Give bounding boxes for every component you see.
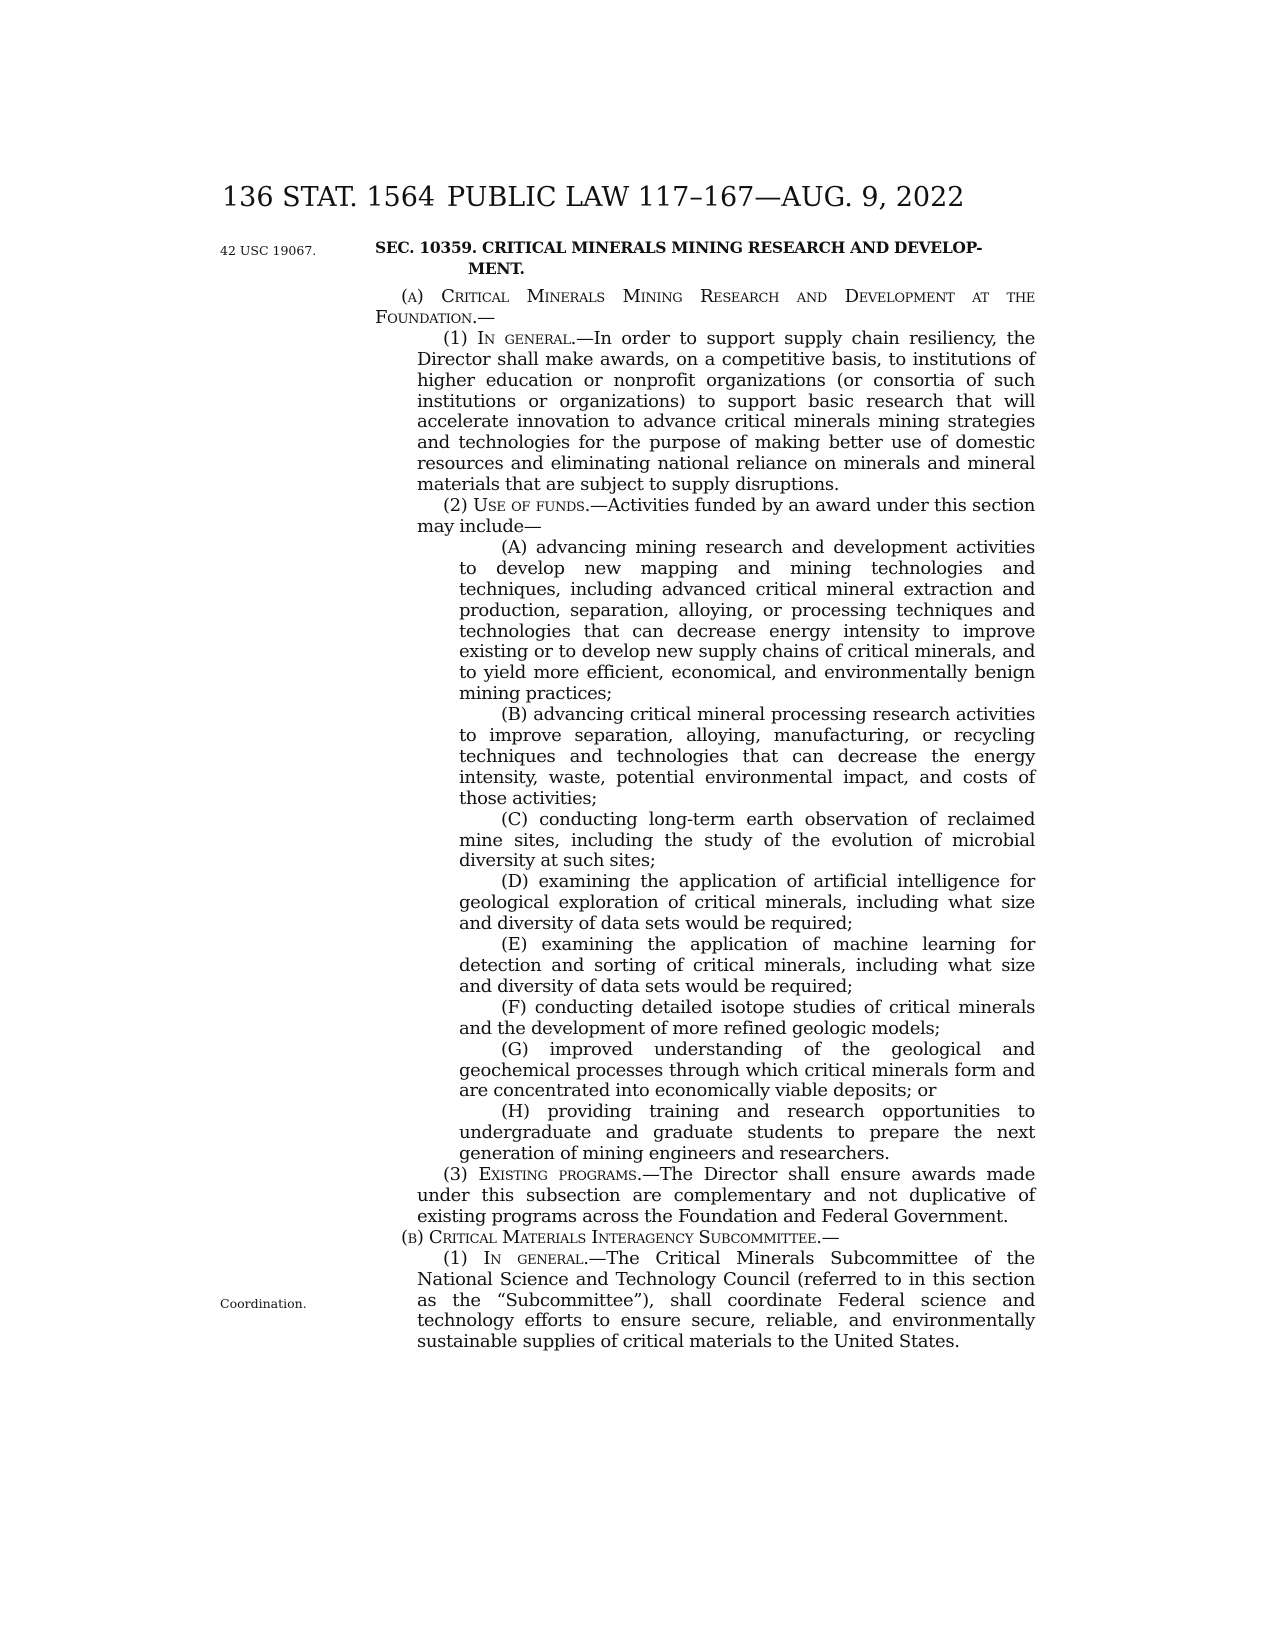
section-heading-line2: MENT. — [468, 259, 525, 278]
subsection-a-paragraph-3 — [417, 1165, 1035, 1228]
subsection-a-paragraph-1 — [417, 329, 1035, 496]
list-item-g: (G) improved understanding of the geological and geochemical processes through which critical minerals form and are concentrated into economically viable deposits; or — [459, 1038, 1035, 1102]
b-paragraph-1-caption: (1) In general.— — [443, 1247, 607, 1269]
subsection-b-caption: (b) Critical Materials Interagency Subcommittee.— — [401, 1226, 840, 1248]
b-paragraph-1-text: The Critical Minerals Subcommittee of the National Science and Technology Council (referred to in this section as the “Subcommittee”), shall coordinate Federal science and technology efforts to ensure secure, reliable, and environmentally sustainable supplies of critical materials to the United States. — [417, 1247, 1035, 1353]
paragraph-3-caption: (3) Existing programs.— — [443, 1164, 660, 1186]
section-heading — [375, 237, 1030, 279]
section-heading-line1: SEC. 10359. CRITICAL MINERALS MINING RESEARCH AND DEVELOP- — [375, 238, 983, 257]
list-item-h: (H) providing training and research opportunities to undergraduate and graduate students to prepare the next generation of mining engineers and researchers. — [459, 1101, 1035, 1165]
subsection-b-paragraph-1 — [417, 1249, 1035, 1354]
page-number: 136 STAT. 1564 — [222, 182, 436, 213]
section-body — [375, 287, 1035, 1353]
list-item-b: (B) advancing critical mineral processing research activities to improve separation, alloying, manufacturing, or recycling techniques and technologies that can decrease the energy intensity, waste, potential environmental impact, and costs of those activities; — [459, 704, 1035, 809]
subsection-a-caption: (a) Critical Minerals Mining Research and Development at the Foundation.— — [375, 286, 1035, 328]
list-item-a: (A) advancing mining research and development activities to develop new mapping and mining technologies and techniques, including advanced critical mineral extraction and production, separation, alloying, or processing techniques and technologies that can decrease energy intensity to improve existing or to develop new supply chains of critical minerals, and to yield more efficient, economical, and environmentally benign mining practices; — [459, 536, 1035, 705]
paragraph-1-caption: (1) In general.— — [443, 327, 594, 349]
paragraph-2-caption: (2) Use of funds.— — [443, 495, 608, 517]
list-item-c: (C) conducting long-term earth observation of reclaimed mine sites, including the study of the evolution of microbial diversity at such sites; — [459, 808, 1035, 872]
usc-citation-note: 42 USC 19067. — [220, 243, 317, 258]
paragraph-1-text: In order to support supply chain resiliency, the Director shall make awards, on a competitive basis, to institutions of higher education or nonprofit organizations (or consortia of such institutions or organizations) to support basic research that will accelerate innovation to advance critical minerals mining strategies and technologies for the purpose of making better use of domestic resources and eliminating national reliance on minerals and mineral materials that are subject to supply disruptions. — [417, 327, 1035, 496]
list-item-f: (F) conducting detailed isotope studies of critical minerals and the development of more refined geologic models; — [459, 996, 1035, 1039]
paragraph-3-text: The Director shall ensure awards made under this subsection are complementary and not duplicative of existing programs across the Foundation and Federal Government. — [417, 1164, 1035, 1227]
list-item-d: (D) examining the application of artificial intelligence for geological exploration of critical minerals, including what size and diversity of data sets would be required; — [459, 871, 1035, 935]
subsection-a-paragraph-2 — [417, 496, 1035, 538]
paragraph-2-text: Activities funded by an award under this section may include— — [417, 495, 1035, 537]
coordination-note: Coordination. — [220, 1296, 307, 1311]
running-title: PUBLIC LAW 117–167—AUG. 9, 2022 — [447, 182, 965, 213]
list-item-e: (E) examining the application of machine learning for detection and sorting of critical minerals, including what size and diversity of data sets would be required; — [459, 934, 1035, 997]
